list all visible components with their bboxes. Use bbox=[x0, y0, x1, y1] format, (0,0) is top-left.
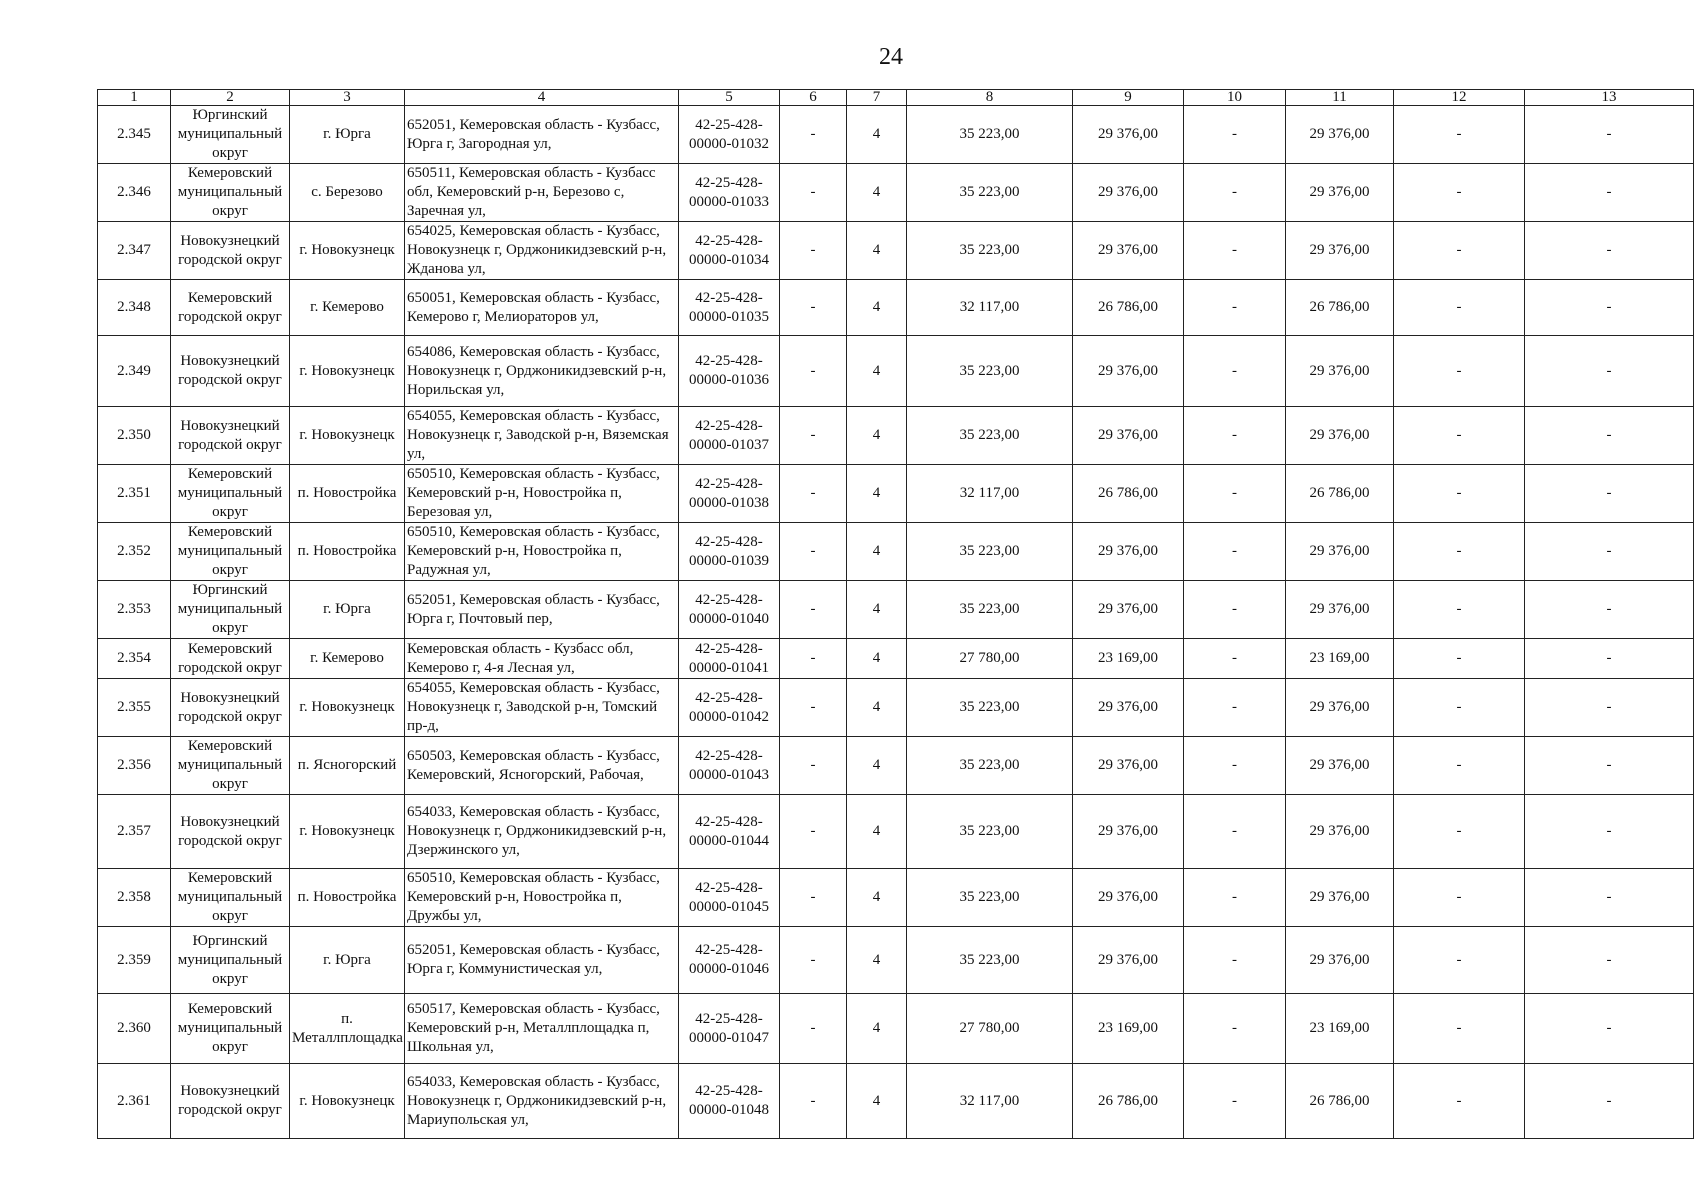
cell-locality: г. Новокузнецк bbox=[290, 407, 405, 465]
cell-col-7: 4 bbox=[847, 737, 907, 795]
cell-col-9-amount: 29 376,00 bbox=[1073, 737, 1184, 795]
cell-address: 654055, Кемеровская область - Кузбасс, Новокузнецк г, Заводской р-н, Вяземская ул, bbox=[405, 407, 679, 465]
cell-col-9-amount: 26 786,00 bbox=[1073, 280, 1184, 336]
cell-row-number: 2.351 bbox=[98, 465, 171, 523]
cell-col-7: 4 bbox=[847, 465, 907, 523]
cell-municipality: Новокузнецкий городской округ bbox=[171, 1064, 290, 1139]
table-row bbox=[98, 222, 1694, 280]
cell-col-6: - bbox=[780, 927, 847, 994]
cell-address: 650051, Кемеровская область - Кузбасс, Кемерово г, Мелиораторов ул, bbox=[405, 280, 679, 336]
cell-address: 650517, Кемеровская область - Кузбасс, Кемеровский р-н, Металлплощадка п, Школьная ул, bbox=[405, 994, 679, 1064]
cell-col-13: - bbox=[1525, 994, 1694, 1064]
cell-locality: г. Новокузнецк bbox=[290, 679, 405, 737]
cell-col-13: - bbox=[1525, 336, 1694, 407]
cell-locality: г. Новокузнецк bbox=[290, 795, 405, 869]
cell-col-7: 4 bbox=[847, 1064, 907, 1139]
cell-col-11-amount: 29 376,00 bbox=[1286, 869, 1394, 927]
cell-col-6: - bbox=[780, 336, 847, 407]
cell-col-13: - bbox=[1525, 280, 1694, 336]
cell-col-10: - bbox=[1184, 1064, 1286, 1139]
cell-locality: п. Новостройка bbox=[290, 869, 405, 927]
cell-col-9-amount: 29 376,00 bbox=[1073, 795, 1184, 869]
cell-col-13: - bbox=[1525, 679, 1694, 737]
cell-col-6: - bbox=[780, 523, 847, 581]
cell-col-7: 4 bbox=[847, 280, 907, 336]
cell-col-6: - bbox=[780, 280, 847, 336]
cell-col-10: - bbox=[1184, 869, 1286, 927]
cell-locality: г. Юрга bbox=[290, 927, 405, 994]
cell-col-13: - bbox=[1525, 639, 1694, 679]
cell-col-10: - bbox=[1184, 465, 1286, 523]
cell-col-7: 4 bbox=[847, 407, 907, 465]
cell-municipality: Новокузнецкий городской округ bbox=[171, 407, 290, 465]
cell-row-number: 2.356 bbox=[98, 737, 171, 795]
cell-row-number: 2.357 bbox=[98, 795, 171, 869]
table-row bbox=[98, 639, 1694, 679]
column-header: 8 bbox=[907, 90, 1073, 106]
cell-col-6: - bbox=[780, 869, 847, 927]
cell-locality: г. Новокузнецк bbox=[290, 222, 405, 280]
cell-municipality: Новокузнецкий городской округ bbox=[171, 222, 290, 280]
cell-object-code: 42-25-428-00000-01044 bbox=[679, 795, 780, 869]
cell-col-8-amount: 27 780,00 bbox=[907, 994, 1073, 1064]
cell-col-11-amount: 26 786,00 bbox=[1286, 280, 1394, 336]
cell-col-12: - bbox=[1394, 407, 1525, 465]
cell-municipality: Кемеровский городской округ bbox=[171, 639, 290, 679]
cell-address: 652051, Кемеровская область - Кузбасс, Юрга г, Загородная ул, bbox=[405, 106, 679, 164]
cell-municipality: Юргинский муниципальный округ bbox=[171, 927, 290, 994]
cell-col-11-amount: 29 376,00 bbox=[1286, 737, 1394, 795]
cell-col-9-amount: 29 376,00 bbox=[1073, 523, 1184, 581]
cell-municipality: Кемеровский муниципальный округ bbox=[171, 869, 290, 927]
cell-municipality: Кемеровский муниципальный округ bbox=[171, 523, 290, 581]
cell-col-10: - bbox=[1184, 164, 1286, 222]
cell-row-number: 2.348 bbox=[98, 280, 171, 336]
cell-col-7: 4 bbox=[847, 222, 907, 280]
table-header-row bbox=[98, 90, 1694, 106]
cell-col-12: - bbox=[1394, 927, 1525, 994]
cell-col-8-amount: 35 223,00 bbox=[907, 106, 1073, 164]
cell-col-12: - bbox=[1394, 994, 1525, 1064]
cell-object-code: 42-25-428-00000-01039 bbox=[679, 523, 780, 581]
table-row bbox=[98, 164, 1694, 222]
data-table bbox=[97, 89, 1694, 1139]
cell-municipality: Новокузнецкий городской округ bbox=[171, 679, 290, 737]
cell-col-9-amount: 29 376,00 bbox=[1073, 927, 1184, 994]
cell-address: Кемеровская область - Кузбасс обл, Кемерово г, 4-я Лесная ул, bbox=[405, 639, 679, 679]
cell-row-number: 2.346 bbox=[98, 164, 171, 222]
cell-col-9-amount: 29 376,00 bbox=[1073, 222, 1184, 280]
cell-col-6: - bbox=[780, 222, 847, 280]
cell-col-12: - bbox=[1394, 581, 1525, 639]
cell-locality: п. Новостройка bbox=[290, 523, 405, 581]
cell-col-7: 4 bbox=[847, 164, 907, 222]
cell-locality: г. Кемерово bbox=[290, 280, 405, 336]
cell-col-11-amount: 23 169,00 bbox=[1286, 639, 1394, 679]
cell-col-7: 4 bbox=[847, 795, 907, 869]
column-header: 11 bbox=[1286, 90, 1394, 106]
cell-col-10: - bbox=[1184, 581, 1286, 639]
column-header: 5 bbox=[679, 90, 780, 106]
cell-col-7: 4 bbox=[847, 581, 907, 639]
cell-object-code: 42-25-428-00000-01037 bbox=[679, 407, 780, 465]
cell-locality: с. Березово bbox=[290, 164, 405, 222]
cell-address: 654025, Кемеровская область - Кузбасс, Новокузнецк г, Орджоникидзевский р-н, Жданова ул, bbox=[405, 222, 679, 280]
cell-address: 650503, Кемеровская область - Кузбасс, Кемеровский, Ясногорский, Рабочая, bbox=[405, 737, 679, 795]
column-header: 9 bbox=[1073, 90, 1184, 106]
cell-col-7: 4 bbox=[847, 336, 907, 407]
cell-municipality: Кемеровский муниципальный округ bbox=[171, 465, 290, 523]
cell-col-6: - bbox=[780, 795, 847, 869]
cell-address: 652051, Кемеровская область - Кузбасс, Юрга г, Почтовый пер, bbox=[405, 581, 679, 639]
cell-row-number: 2.354 bbox=[98, 639, 171, 679]
cell-municipality: Кемеровский муниципальный округ bbox=[171, 164, 290, 222]
cell-address: 650511, Кемеровская область - Кузбасс обл, Кемеровский р-н, Березово с, Заречная ул, bbox=[405, 164, 679, 222]
cell-object-code: 42-25-428-00000-01038 bbox=[679, 465, 780, 523]
column-header: 10 bbox=[1184, 90, 1286, 106]
cell-object-code: 42-25-428-00000-01047 bbox=[679, 994, 780, 1064]
cell-locality: г. Новокузнецк bbox=[290, 1064, 405, 1139]
cell-col-13: - bbox=[1525, 407, 1694, 465]
cell-address: 652051, Кемеровская область - Кузбасс, Юрга г, Коммунистическая ул, bbox=[405, 927, 679, 994]
cell-row-number: 2.347 bbox=[98, 222, 171, 280]
cell-col-8-amount: 35 223,00 bbox=[907, 795, 1073, 869]
cell-col-9-amount: 23 169,00 bbox=[1073, 639, 1184, 679]
cell-municipality: Юргинский муниципальный округ bbox=[171, 106, 290, 164]
cell-col-11-amount: 29 376,00 bbox=[1286, 523, 1394, 581]
cell-col-6: - bbox=[780, 1064, 847, 1139]
cell-col-8-amount: 32 117,00 bbox=[907, 280, 1073, 336]
cell-object-code: 42-25-428-00000-01041 bbox=[679, 639, 780, 679]
cell-col-6: - bbox=[780, 639, 847, 679]
cell-col-9-amount: 29 376,00 bbox=[1073, 869, 1184, 927]
cell-col-12: - bbox=[1394, 737, 1525, 795]
cell-locality: п. Новостройка bbox=[290, 465, 405, 523]
cell-col-9-amount: 23 169,00 bbox=[1073, 994, 1184, 1064]
cell-col-6: - bbox=[780, 106, 847, 164]
cell-col-12: - bbox=[1394, 679, 1525, 737]
cell-municipality: Кемеровский муниципальный округ bbox=[171, 737, 290, 795]
cell-row-number: 2.361 bbox=[98, 1064, 171, 1139]
table-row bbox=[98, 1064, 1694, 1139]
cell-col-8-amount: 35 223,00 bbox=[907, 737, 1073, 795]
cell-col-12: - bbox=[1394, 106, 1525, 164]
cell-col-6: - bbox=[780, 465, 847, 523]
cell-col-11-amount: 29 376,00 bbox=[1286, 795, 1394, 869]
cell-col-13: - bbox=[1525, 106, 1694, 164]
cell-row-number: 2.359 bbox=[98, 927, 171, 994]
cell-object-code: 42-25-428-00000-01035 bbox=[679, 280, 780, 336]
cell-locality: п. Металлплощадка bbox=[290, 994, 405, 1064]
cell-address: 654033, Кемеровская область - Кузбасс, Новокузнецк г, Орджоникидзевский р-н, Мариупольская ул, bbox=[405, 1064, 679, 1139]
cell-col-9-amount: 29 376,00 bbox=[1073, 336, 1184, 407]
cell-col-8-amount: 27 780,00 bbox=[907, 639, 1073, 679]
table-row bbox=[98, 795, 1694, 869]
cell-col-9-amount: 29 376,00 bbox=[1073, 164, 1184, 222]
table-row bbox=[98, 280, 1694, 336]
cell-col-8-amount: 35 223,00 bbox=[907, 336, 1073, 407]
cell-col-11-amount: 26 786,00 bbox=[1286, 1064, 1394, 1139]
cell-col-13: - bbox=[1525, 927, 1694, 994]
cell-col-10: - bbox=[1184, 639, 1286, 679]
cell-col-12: - bbox=[1394, 639, 1525, 679]
cell-col-13: - bbox=[1525, 465, 1694, 523]
cell-col-10: - bbox=[1184, 106, 1286, 164]
cell-col-12: - bbox=[1394, 222, 1525, 280]
cell-locality: г. Юрга bbox=[290, 106, 405, 164]
cell-col-8-amount: 35 223,00 bbox=[907, 523, 1073, 581]
column-header: 13 bbox=[1525, 90, 1694, 106]
cell-col-13: - bbox=[1525, 222, 1694, 280]
cell-object-code: 42-25-428-00000-01036 bbox=[679, 336, 780, 407]
cell-col-10: - bbox=[1184, 222, 1286, 280]
cell-col-9-amount: 29 376,00 bbox=[1073, 106, 1184, 164]
page-number: 24 bbox=[879, 44, 903, 70]
cell-col-9-amount: 29 376,00 bbox=[1073, 407, 1184, 465]
cell-row-number: 2.349 bbox=[98, 336, 171, 407]
cell-col-8-amount: 32 117,00 bbox=[907, 1064, 1073, 1139]
cell-col-13: - bbox=[1525, 1064, 1694, 1139]
cell-col-11-amount: 29 376,00 bbox=[1286, 927, 1394, 994]
column-header: 1 bbox=[98, 90, 171, 106]
cell-col-7: 4 bbox=[847, 994, 907, 1064]
cell-col-13: - bbox=[1525, 164, 1694, 222]
cell-col-9-amount: 29 376,00 bbox=[1073, 679, 1184, 737]
cell-col-8-amount: 35 223,00 bbox=[907, 164, 1073, 222]
cell-col-11-amount: 29 376,00 bbox=[1286, 336, 1394, 407]
cell-address: 650510, Кемеровская область - Кузбасс, Кемеровский р-н, Новостройка п, Дружбы ул, bbox=[405, 869, 679, 927]
cell-col-12: - bbox=[1394, 336, 1525, 407]
cell-col-10: - bbox=[1184, 737, 1286, 795]
cell-col-12: - bbox=[1394, 164, 1525, 222]
cell-col-12: - bbox=[1394, 465, 1525, 523]
cell-col-6: - bbox=[780, 737, 847, 795]
cell-col-13: - bbox=[1525, 523, 1694, 581]
cell-col-11-amount: 29 376,00 bbox=[1286, 581, 1394, 639]
table-row bbox=[98, 336, 1694, 407]
cell-col-13: - bbox=[1525, 581, 1694, 639]
cell-col-6: - bbox=[780, 164, 847, 222]
cell-locality: п. Ясногорский bbox=[290, 737, 405, 795]
cell-row-number: 2.360 bbox=[98, 994, 171, 1064]
cell-address: 654055, Кемеровская область - Кузбасс, Новокузнецк г, Заводской р-н, Томский пр-д, bbox=[405, 679, 679, 737]
table-row bbox=[98, 523, 1694, 581]
table-row bbox=[98, 927, 1694, 994]
cell-address: 650510, Кемеровская область - Кузбасс, Кемеровский р-н, Новостройка п, Радужная ул, bbox=[405, 523, 679, 581]
cell-col-13: - bbox=[1525, 737, 1694, 795]
cell-col-9-amount: 26 786,00 bbox=[1073, 465, 1184, 523]
column-header: 6 bbox=[780, 90, 847, 106]
cell-municipality: Новокузнецкий городской округ bbox=[171, 795, 290, 869]
table-row bbox=[98, 407, 1694, 465]
column-header: 2 bbox=[171, 90, 290, 106]
cell-col-7: 4 bbox=[847, 639, 907, 679]
cell-col-12: - bbox=[1394, 1064, 1525, 1139]
cell-row-number: 2.345 bbox=[98, 106, 171, 164]
cell-row-number: 2.352 bbox=[98, 523, 171, 581]
cell-col-6: - bbox=[780, 581, 847, 639]
cell-object-code: 42-25-428-00000-01032 bbox=[679, 106, 780, 164]
cell-col-10: - bbox=[1184, 280, 1286, 336]
table-row bbox=[98, 994, 1694, 1064]
cell-address: 654086, Кемеровская область - Кузбасс, Новокузнецк г, Орджоникидзевский р-н, Норильская ул, bbox=[405, 336, 679, 407]
cell-row-number: 2.355 bbox=[98, 679, 171, 737]
column-header: 3 bbox=[290, 90, 405, 106]
cell-address: 650510, Кемеровская область - Кузбасс, Кемеровский р-н, Новостройка п, Березовая ул, bbox=[405, 465, 679, 523]
column-header: 12 bbox=[1394, 90, 1525, 106]
cell-address: 654033, Кемеровская область - Кузбасс, Новокузнецк г, Орджоникидзевский р-н, Дзержинского ул, bbox=[405, 795, 679, 869]
table-row bbox=[98, 106, 1694, 164]
cell-col-12: - bbox=[1394, 869, 1525, 927]
cell-col-7: 4 bbox=[847, 679, 907, 737]
cell-object-code: 42-25-428-00000-01040 bbox=[679, 581, 780, 639]
table-row bbox=[98, 737, 1694, 795]
cell-object-code: 42-25-428-00000-01034 bbox=[679, 222, 780, 280]
cell-col-13: - bbox=[1525, 869, 1694, 927]
cell-col-10: - bbox=[1184, 407, 1286, 465]
table-row bbox=[98, 679, 1694, 737]
cell-object-code: 42-25-428-00000-01043 bbox=[679, 737, 780, 795]
cell-col-12: - bbox=[1394, 280, 1525, 336]
cell-col-10: - bbox=[1184, 795, 1286, 869]
table-row bbox=[98, 581, 1694, 639]
cell-col-12: - bbox=[1394, 523, 1525, 581]
cell-object-code: 42-25-428-00000-01042 bbox=[679, 679, 780, 737]
cell-row-number: 2.350 bbox=[98, 407, 171, 465]
cell-col-11-amount: 23 169,00 bbox=[1286, 994, 1394, 1064]
cell-object-code: 42-25-428-00000-01048 bbox=[679, 1064, 780, 1139]
cell-col-7: 4 bbox=[847, 106, 907, 164]
cell-col-8-amount: 32 117,00 bbox=[907, 465, 1073, 523]
cell-col-10: - bbox=[1184, 336, 1286, 407]
cell-col-11-amount: 29 376,00 bbox=[1286, 407, 1394, 465]
cell-col-10: - bbox=[1184, 927, 1286, 994]
cell-col-11-amount: 29 376,00 bbox=[1286, 222, 1394, 280]
cell-col-6: - bbox=[780, 994, 847, 1064]
cell-col-7: 4 bbox=[847, 869, 907, 927]
cell-col-8-amount: 35 223,00 bbox=[907, 407, 1073, 465]
cell-object-code: 42-25-428-00000-01046 bbox=[679, 927, 780, 994]
cell-col-8-amount: 35 223,00 bbox=[907, 927, 1073, 994]
table-row bbox=[98, 869, 1694, 927]
cell-col-12: - bbox=[1394, 795, 1525, 869]
cell-col-9-amount: 26 786,00 bbox=[1073, 1064, 1184, 1139]
cell-object-code: 42-25-428-00000-01045 bbox=[679, 869, 780, 927]
table-row bbox=[98, 465, 1694, 523]
cell-municipality: Новокузнецкий городской округ bbox=[171, 336, 290, 407]
cell-object-code: 42-25-428-00000-01033 bbox=[679, 164, 780, 222]
cell-col-13: - bbox=[1525, 795, 1694, 869]
cell-col-11-amount: 29 376,00 bbox=[1286, 679, 1394, 737]
cell-col-11-amount: 26 786,00 bbox=[1286, 465, 1394, 523]
cell-col-10: - bbox=[1184, 523, 1286, 581]
cell-col-6: - bbox=[780, 407, 847, 465]
cell-col-10: - bbox=[1184, 679, 1286, 737]
cell-col-8-amount: 35 223,00 bbox=[907, 869, 1073, 927]
cell-col-7: 4 bbox=[847, 927, 907, 994]
column-header: 4 bbox=[405, 90, 679, 106]
cell-row-number: 2.353 bbox=[98, 581, 171, 639]
cell-municipality: Кемеровский городской округ bbox=[171, 280, 290, 336]
cell-col-11-amount: 29 376,00 bbox=[1286, 106, 1394, 164]
cell-col-7: 4 bbox=[847, 523, 907, 581]
cell-row-number: 2.358 bbox=[98, 869, 171, 927]
cell-col-11-amount: 29 376,00 bbox=[1286, 164, 1394, 222]
cell-col-8-amount: 35 223,00 bbox=[907, 581, 1073, 639]
cell-locality: г. Кемерово bbox=[290, 639, 405, 679]
cell-locality: г. Юрга bbox=[290, 581, 405, 639]
cell-col-9-amount: 29 376,00 bbox=[1073, 581, 1184, 639]
cell-locality: г. Новокузнецк bbox=[290, 336, 405, 407]
cell-col-10: - bbox=[1184, 994, 1286, 1064]
cell-col-8-amount: 35 223,00 bbox=[907, 222, 1073, 280]
column-header: 7 bbox=[847, 90, 907, 106]
cell-col-8-amount: 35 223,00 bbox=[907, 679, 1073, 737]
cell-col-6: - bbox=[780, 679, 847, 737]
cell-municipality: Кемеровский муниципальный округ bbox=[171, 994, 290, 1064]
cell-municipality: Юргинский муниципальный округ bbox=[171, 581, 290, 639]
